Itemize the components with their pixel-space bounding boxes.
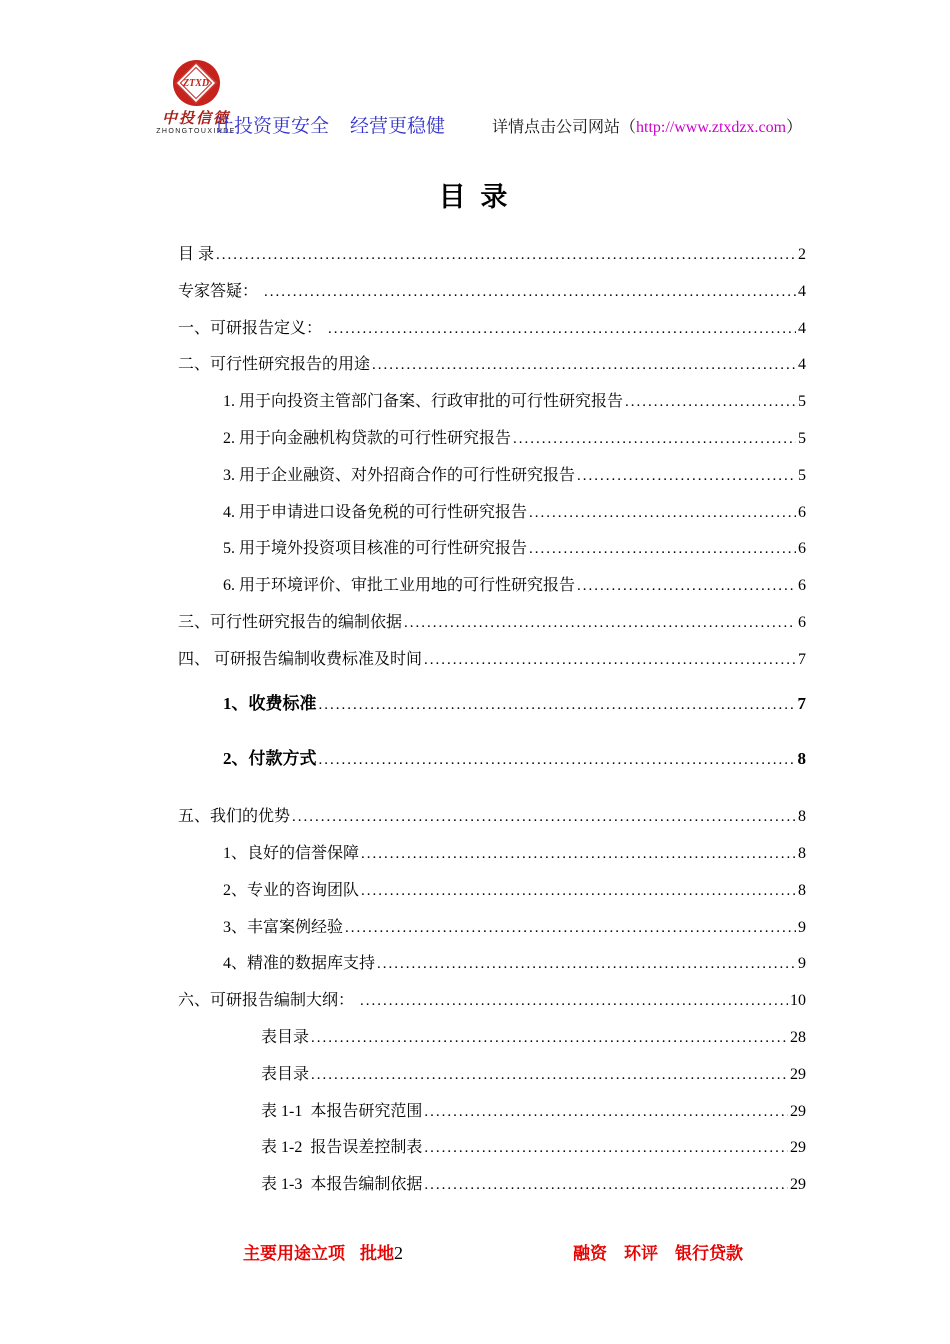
toc-entry-label: 专家答疑： <box>178 282 263 300</box>
toc-entry-label: 表 1-3 本报告编制依据 <box>261 1176 423 1194</box>
toc-leader-dots <box>529 531 796 568</box>
toc-entry-page: 10 <box>790 992 806 1010</box>
footer-label-land-approval: 批地 <box>360 1244 394 1263</box>
toc-entry-page: 7 <box>797 693 806 713</box>
toc-entry[interactable] <box>178 568 806 605</box>
toc-entry-page: 4 <box>798 356 806 374</box>
toc-entry[interactable] <box>178 495 806 532</box>
toc-entry-label: 六、可研报告编制大纲： <box>178 992 359 1010</box>
toc-entry-page: 6 <box>798 540 806 558</box>
toc-entry[interactable] <box>178 1167 806 1204</box>
toc-entry-page: 8 <box>797 749 806 769</box>
toc-leader-dots <box>328 311 796 348</box>
toc-leader-dots <box>377 946 796 983</box>
website-note <box>492 114 802 137</box>
toc-entry-page: 5 <box>798 393 806 411</box>
toc-entry[interactable] <box>178 531 806 568</box>
toc-entry[interactable] <box>178 1094 806 1131</box>
footer-label-main-use: 主要用途立项 <box>243 1244 345 1263</box>
toc-entry[interactable] <box>178 741 806 778</box>
toc-entry-page: 6 <box>798 613 806 631</box>
toc-entry[interactable] <box>178 347 806 384</box>
toc-leader-dots <box>625 384 796 421</box>
toc-entry[interactable] <box>178 421 806 458</box>
toc-leader-dots <box>424 1167 788 1204</box>
toc-leader-dots <box>216 237 796 274</box>
toc-entry-label: 二、可行性研究报告的用途 <box>178 356 371 374</box>
toc-entry-label: 2、专业的咨询团队 <box>223 881 360 899</box>
company-name-cn: 中投信德 <box>161 111 230 127</box>
page-title: 目 录 <box>438 182 512 212</box>
toc-entry[interactable] <box>178 605 806 642</box>
slogan-operate-stability: 经营更稳健 <box>350 116 446 137</box>
toc-leader-dots <box>361 873 796 910</box>
toc-entry[interactable] <box>178 946 806 983</box>
toc-entry[interactable] <box>178 237 806 274</box>
toc-leader-dots <box>513 421 796 458</box>
toc-entry-label: 6. 用于环境评价、审批工业用地的可行性研究报告 <box>223 577 576 595</box>
toc-entry-page: 29 <box>790 1102 806 1120</box>
toc-entry-label: 1、良好的信誉保障 <box>223 844 360 862</box>
toc-entry-page: 9 <box>798 918 806 936</box>
toc-entry[interactable] <box>178 836 806 873</box>
toc-entry[interactable] <box>178 384 806 421</box>
toc-leader-dots <box>404 605 796 642</box>
toc-entry-page: 29 <box>790 1065 806 1083</box>
toc-entry-page: 5 <box>798 429 806 447</box>
logo-seal-icon <box>173 60 220 106</box>
toc-leader-dots <box>311 1057 788 1094</box>
toc-leader-dots <box>424 1094 788 1131</box>
toc-leader-dots <box>372 347 796 384</box>
toc-leader-dots <box>311 1020 788 1057</box>
toc-entry-page: 7 <box>798 650 806 668</box>
toc-entry-label: 2. 用于向金融机构贷款的可行性研究报告 <box>223 429 512 447</box>
toc-leader-dots <box>424 642 796 679</box>
toc-leader-dots <box>319 742 796 779</box>
toc-leader-dots <box>529 495 796 532</box>
toc-entry-page: 9 <box>798 955 806 973</box>
toc-entry-page: 28 <box>790 1028 806 1046</box>
website-suffix: ） <box>786 119 803 136</box>
toc-entry[interactable] <box>178 1130 806 1167</box>
website-prefix: 详情点击公司网站（ <box>492 119 637 136</box>
website-link[interactable]: http://www.ztxdzx.com <box>636 119 787 136</box>
toc-entry-page: 6 <box>798 503 806 521</box>
toc-leader-dots <box>424 1130 788 1167</box>
toc-entry-label: 表目录 <box>261 1028 310 1046</box>
toc-leader-dots <box>360 983 788 1020</box>
toc-entry-label: 四、 可研报告编制收费标准及时间 <box>178 650 423 668</box>
toc-entry-label: 1. 用于向投资主管部门备案、行政审批的可行性研究报告 <box>223 393 624 411</box>
toc-leader-dots <box>361 836 796 873</box>
toc-entry-page: 6 <box>798 577 806 595</box>
toc-leader-dots <box>319 687 796 724</box>
toc-entry-label: 表目录 <box>261 1065 310 1083</box>
toc-leader-dots <box>577 568 796 605</box>
toc-entry[interactable] <box>178 274 806 311</box>
toc-entry[interactable] <box>178 458 806 495</box>
toc-entry-label: 4. 用于申请进口设备免税的可行性研究报告 <box>223 503 528 521</box>
toc-entry[interactable] <box>178 873 806 910</box>
footer-left-labels <box>243 1239 403 1264</box>
toc-entry-page: 8 <box>798 808 806 826</box>
toc-leader-dots <box>264 274 796 311</box>
toc-leader-dots <box>577 458 796 495</box>
toc-entry-label: 3. 用于企业融资、对外招商合作的可行性研究报告 <box>223 466 576 484</box>
footer-right-labels: 融资 环评 银行贷款 <box>573 1244 743 1263</box>
toc-entry[interactable] <box>178 983 806 1020</box>
toc-entry[interactable] <box>178 1020 806 1057</box>
toc-entry-label: 5. 用于境外投资项目核准的可行性研究报告 <box>223 540 528 558</box>
toc-entry-label: 2、付款方式 <box>223 749 317 769</box>
logo-monogram: ZTXD <box>182 77 210 89</box>
toc-entry[interactable] <box>178 910 806 947</box>
toc-entry-page: 4 <box>798 282 806 300</box>
toc-entry-label: 目 录 <box>178 246 215 263</box>
toc-entry[interactable] <box>178 311 806 348</box>
toc-entry-label: 表 1-2 报告误差控制表 <box>261 1139 423 1157</box>
toc-entry[interactable] <box>178 799 806 836</box>
toc-entry-page: 5 <box>798 466 806 484</box>
company-name-en: ZHONGTOUXINDE <box>156 128 236 135</box>
toc-entry-page: 4 <box>798 319 806 337</box>
toc-list <box>178 237 806 1204</box>
toc-entry-label: 3、丰富案例经验 <box>223 918 344 936</box>
toc-leader-dots <box>292 799 796 836</box>
toc-leader-dots <box>345 910 796 947</box>
toc-entry-page: 8 <box>798 881 806 899</box>
toc-entry-label: 1、收费标准 <box>223 693 317 713</box>
toc-entry-page: 29 <box>790 1176 806 1194</box>
footer-page-number: 2 <box>394 1243 403 1263</box>
toc-entry[interactable] <box>178 1057 806 1094</box>
toc-entry[interactable] <box>178 642 806 679</box>
toc-entry-label: 4、精准的数据库支持 <box>223 955 376 973</box>
toc-entry-page: 29 <box>790 1139 806 1157</box>
toc-entry-label: 一、可研报告定义： <box>178 319 327 337</box>
toc-entry-page: 2 <box>798 246 806 263</box>
toc-entry[interactable] <box>178 686 806 723</box>
toc-entry-label: 五、我们的优势 <box>178 808 291 826</box>
toc-entry-label: 三、可行性研究报告的编制依据 <box>178 613 403 631</box>
slogan-invest-safety: 让投资更安全 <box>215 116 330 137</box>
toc-entry-label: 表 1-1 本报告研究范围 <box>261 1102 423 1120</box>
toc-entry-page: 8 <box>798 844 806 862</box>
